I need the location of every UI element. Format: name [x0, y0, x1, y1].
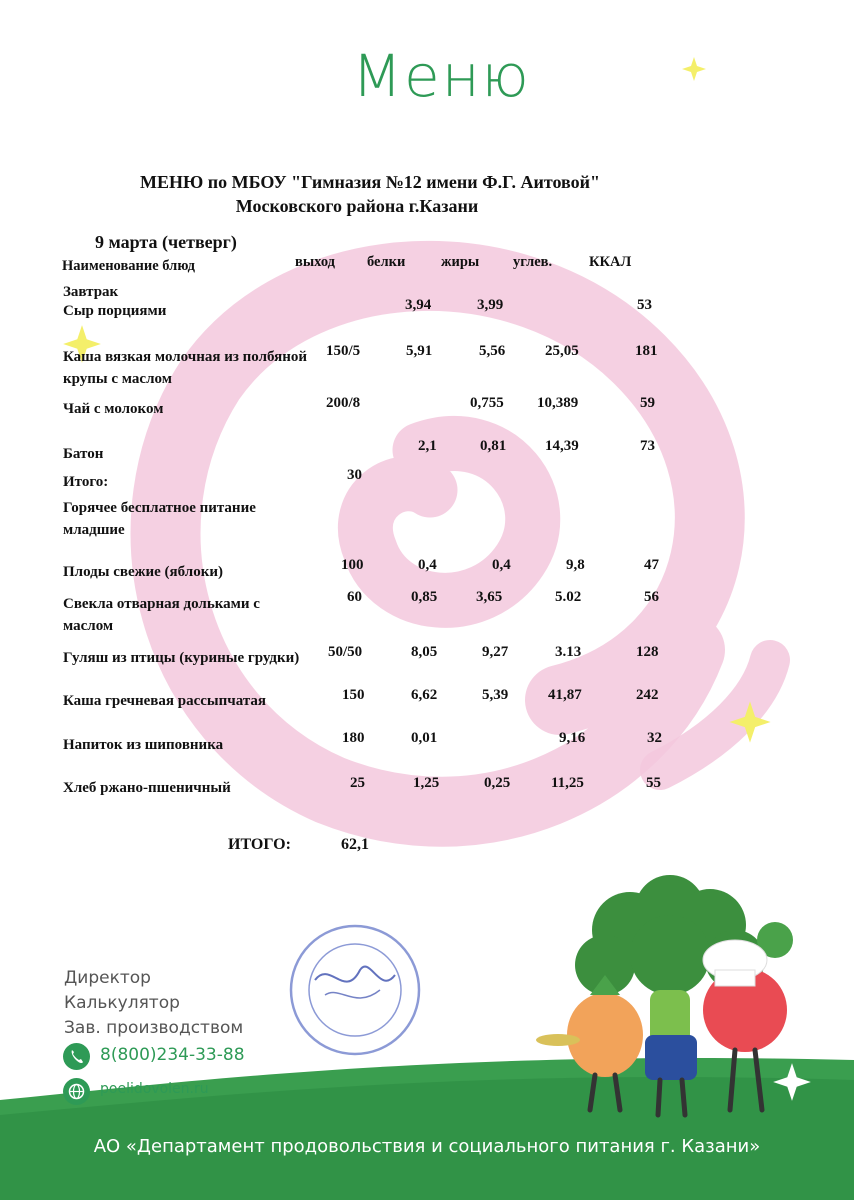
dish-name: Гуляш из птицы (куриные грудки) — [63, 650, 300, 666]
col-carbs: углев. — [513, 254, 553, 270]
cell-kcal: 32 — [647, 730, 662, 746]
cell-kcal: 73 — [640, 438, 655, 454]
cell-protein: 5,91 — [406, 343, 433, 359]
total-value: 62,1 — [341, 836, 369, 853]
cell-carbs: 14,39 — [545, 438, 579, 454]
cell-fat: 0,81 — [480, 438, 507, 454]
cell-kcal: 128 — [636, 644, 659, 660]
cell-kcal: 59 — [640, 395, 655, 411]
cell-carbs: 3.13 — [555, 644, 582, 660]
menu-date: 9 марта (четверг) — [95, 232, 237, 252]
phone-icon — [63, 1043, 90, 1070]
cell-kcal: 47 — [644, 557, 659, 573]
col-name: Наименование блюд — [62, 258, 195, 274]
cell-kcal: 53 — [637, 297, 652, 313]
cell-protein: 0,85 — [411, 589, 438, 605]
cell-protein: 8,05 — [411, 644, 438, 660]
dish-name: Свекла отварная дольками с маслом — [63, 596, 260, 634]
cell-protein: 0,4 — [418, 557, 437, 573]
cell-kcal: 181 — [635, 343, 658, 359]
cell-carbs: 9,8 — [566, 557, 585, 573]
cell-output: 200/8 — [326, 395, 361, 411]
phone-number[interactable]: 8(800)234-33-88 — [100, 1045, 245, 1065]
cell-fat: 0,25 — [484, 775, 511, 791]
cell-kcal: 56 — [644, 589, 659, 605]
cell-output: 60 — [347, 589, 362, 605]
cell-fat: 9,27 — [482, 644, 509, 660]
col-fat: жиры — [441, 254, 480, 270]
signature-director: Директор — [64, 968, 151, 988]
cell-output: 150/5 — [326, 343, 361, 359]
dish-name: Завтрак — [63, 284, 119, 300]
cell-carbs: 25,05 — [545, 343, 579, 359]
cell-carbs: 41,87 — [548, 687, 582, 703]
dish-name: Батон — [63, 446, 104, 462]
dish-name: Плоды свежие (яблоки) — [63, 564, 223, 580]
cell-fat: 5,39 — [482, 687, 509, 703]
dish-name: Каша вязкая молочная из полбяной крупы с маслом — [63, 349, 308, 387]
dish-name: Горячее бесплатное питание младшие — [63, 500, 256, 538]
col-kcal: ККАЛ — [589, 254, 632, 270]
col-output: выход — [295, 254, 336, 270]
cell-output: 100 — [341, 557, 364, 573]
cell-protein: 3,94 — [405, 297, 432, 313]
col-protein: белки — [367, 254, 406, 270]
cell-output: 180 — [342, 730, 365, 746]
header-line-2: Московского района г.Казани — [235, 196, 479, 216]
cell-protein: 0,01 — [411, 730, 438, 746]
cell-output: 150 — [342, 687, 365, 703]
cell-output: 30 — [347, 467, 362, 483]
signature-production: Зав. производством — [64, 1018, 244, 1038]
star-icon — [726, 698, 774, 746]
cell-kcal: 55 — [646, 775, 661, 791]
cell-kcal: 242 — [636, 687, 659, 703]
dish-name: Напиток из шиповника — [63, 737, 224, 753]
total-label: ИТОГО: — [228, 836, 291, 853]
signature-calculator: Калькулятор — [64, 993, 180, 1013]
cell-carbs: 9,16 — [559, 730, 586, 746]
cell-carbs: 5.02 — [555, 589, 582, 605]
cell-carbs: 10,389 — [537, 395, 579, 411]
star-icon — [770, 1060, 814, 1104]
cell-fat: 3,99 — [477, 297, 504, 313]
header-line-1: МЕНЮ по МБОУ "Гимназия №12 имени Ф.Г. Аитовой" — [139, 172, 601, 192]
cell-output: 50/50 — [328, 644, 363, 660]
cell-fat: 0,4 — [492, 557, 511, 573]
dish-name: Хлеб ржано-пшеничный — [63, 780, 231, 796]
dish-name: Итого: — [63, 474, 109, 490]
website-link[interactable]: poelidovolen.ru — [100, 1081, 209, 1097]
cell-fat: 0,755 — [470, 395, 504, 411]
cell-fat: 5,56 — [479, 343, 506, 359]
cell-protein: 1,25 — [413, 775, 440, 791]
cell-protein: 2,1 — [418, 438, 437, 454]
logo-title: Меню — [352, 42, 531, 110]
cell-protein: 6,62 — [411, 687, 438, 703]
star-icon — [680, 55, 708, 83]
cell-output: 25 — [350, 775, 365, 791]
dish-name: Каша гречневая рассыпчатая — [63, 693, 267, 709]
stamp-seal — [285, 920, 425, 1060]
cell-fat: 3,65 — [476, 589, 503, 605]
dish-name: Сыр порциями — [63, 303, 167, 319]
dish-name: Чай с молоком — [63, 401, 164, 417]
footer-organization: АО «Департамент продовольствия и социального питания г. Казани» — [93, 1136, 761, 1157]
globe-icon — [63, 1078, 90, 1105]
cell-carbs: 11,25 — [551, 775, 584, 791]
